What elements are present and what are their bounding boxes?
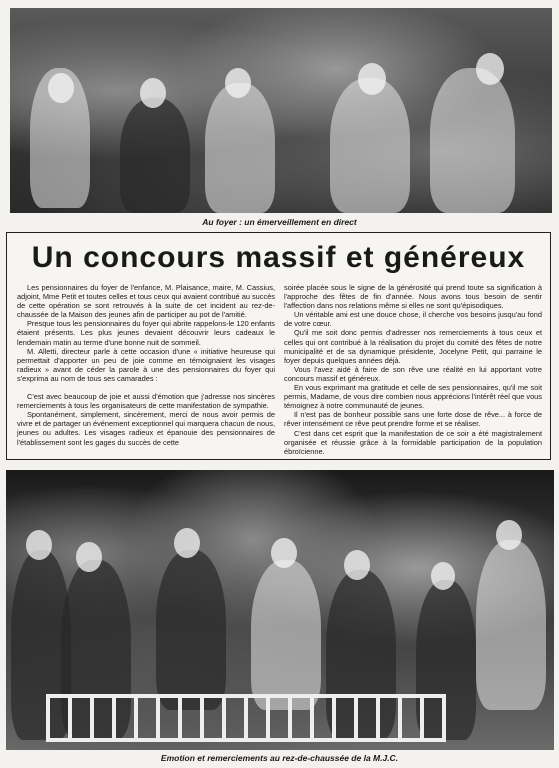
- paragraph: M. Alletti, directeur parle à cette occasion d'une « initiative heureuse qui permettait d'apporter un peu de joie comme en témoignaient les visages radieux » avant de céder la parole à une des pensionnaires du foyer qui s'exprima au nom de tous ses camarades :: [17, 346, 275, 383]
- photo-mjc: [6, 470, 554, 750]
- paragraph: En vous exprimant ma gratitude et celle de ses pensionnaires, qu'il me soit permis, Madame, de vous dire combien nous apprécions l'intérêt réel que vous témoignez à notre communauté de jeunes.: [284, 383, 542, 411]
- photo-face: [26, 530, 52, 560]
- paragraph: Qu'il me soit donc permis d'adresser nos remerciements à tous ceux et celles qui ont contribué à la réalisation du projet du comité des fêtes de notre municipalité et de sa dynamique présidente, Jocelyne Petit, qui parraine le foyer depuis quelques années déjà.: [284, 328, 542, 365]
- photo-face: [174, 528, 200, 558]
- photo-figure: [120, 98, 190, 213]
- article-box: [6, 232, 551, 460]
- article-headline: Un concours massif et généreux: [31, 241, 526, 274]
- caption-bottom: Emotion et remerciements au rez-de-chaussée de la M.J.C.: [160, 753, 399, 763]
- paragraph: Spontanément, simplement, sincèrement, merci de nous avoir permis de vivre et de partager un événement exceptionnel qui marquera chacun de nous, jeunes ou adultes. Les visages radieux et épanouie des pensionnaires de l'établissement sont les gages du succès de cette: [17, 410, 276, 447]
- photo-figure: [430, 68, 515, 213]
- photo-figure: [476, 540, 546, 710]
- paragraph: Les pensionnaires du foyer de l'enfance, M. Plaisance, maire, M. Cassius, adjoint, Mme Petit et toutes celles et tous ceux qui avaient contribué au succès de cette opération se sont retrouvés à la suite de cet incident au rez-de-chaussée de la Maison des jeunes afin de participer au pot de l'amitié.: [17, 283, 275, 320]
- photo-figure: [156, 550, 226, 710]
- photo-foyer: [10, 8, 552, 213]
- photo-figure: [330, 78, 410, 213]
- photo-face: [431, 562, 455, 590]
- photo-figure: [251, 560, 321, 710]
- photo-face: [48, 73, 74, 103]
- paragraph: C'est avec beaucoup de joie et aussi d'émotion que j'adresse nos sincères remerciements à tous les organisateurs de cette manifestation de sympathie.: [17, 392, 275, 411]
- photo-crib: [46, 694, 446, 742]
- photo-face: [76, 542, 102, 572]
- paragraph: Il n'est pas de bonheur possible sans une forte dose de rêve... à force de rêver intensément ce rêve peut prendre forme et se réaliser.: [284, 410, 542, 429]
- photo-face: [358, 63, 386, 95]
- paragraph: Un véritable ami est une douce chose, il cherche vos besoins jusqu'au fond de votre cœur.: [284, 310, 542, 329]
- photo-face: [344, 550, 370, 580]
- paragraph: Vous l'avez aidé à faire de son rêve une réalité en lui apportant votre concours massif et généreux.: [284, 364, 542, 383]
- photo-face: [271, 538, 297, 568]
- photo-face: [140, 78, 166, 108]
- paragraph: C'est dans cet esprit que la manifestation de ce soir a été magistralement organisée et réussie grâce à la formidable participation de la population ébroïcienne.: [284, 428, 542, 456]
- paragraph: Presque tous les pensionnaires du foyer qui abrite rappelons-le 120 enfants étaient présents. Les plus jeunes devaient découvrir leurs cadeaux le lendemain matin au terme d'une bonne nuit de sommeil.: [17, 319, 275, 347]
- photo-face: [225, 68, 251, 98]
- article-column-right: [284, 283, 542, 456]
- photo-figure: [205, 83, 275, 213]
- caption-top: Au foyer : un émerveillement en direct: [202, 217, 357, 227]
- photo-face: [496, 520, 522, 550]
- article-column-left: [17, 283, 275, 447]
- paragraph: soirée placée sous le signe de la générosité qui prend toute sa signification à l'approche des fêtes de fin d'année. Nous avons tous besoin de sentir l'affection dans nos relations même si elles ne sont qu'épisodiques.: [284, 283, 542, 311]
- photo-face: [476, 53, 504, 85]
